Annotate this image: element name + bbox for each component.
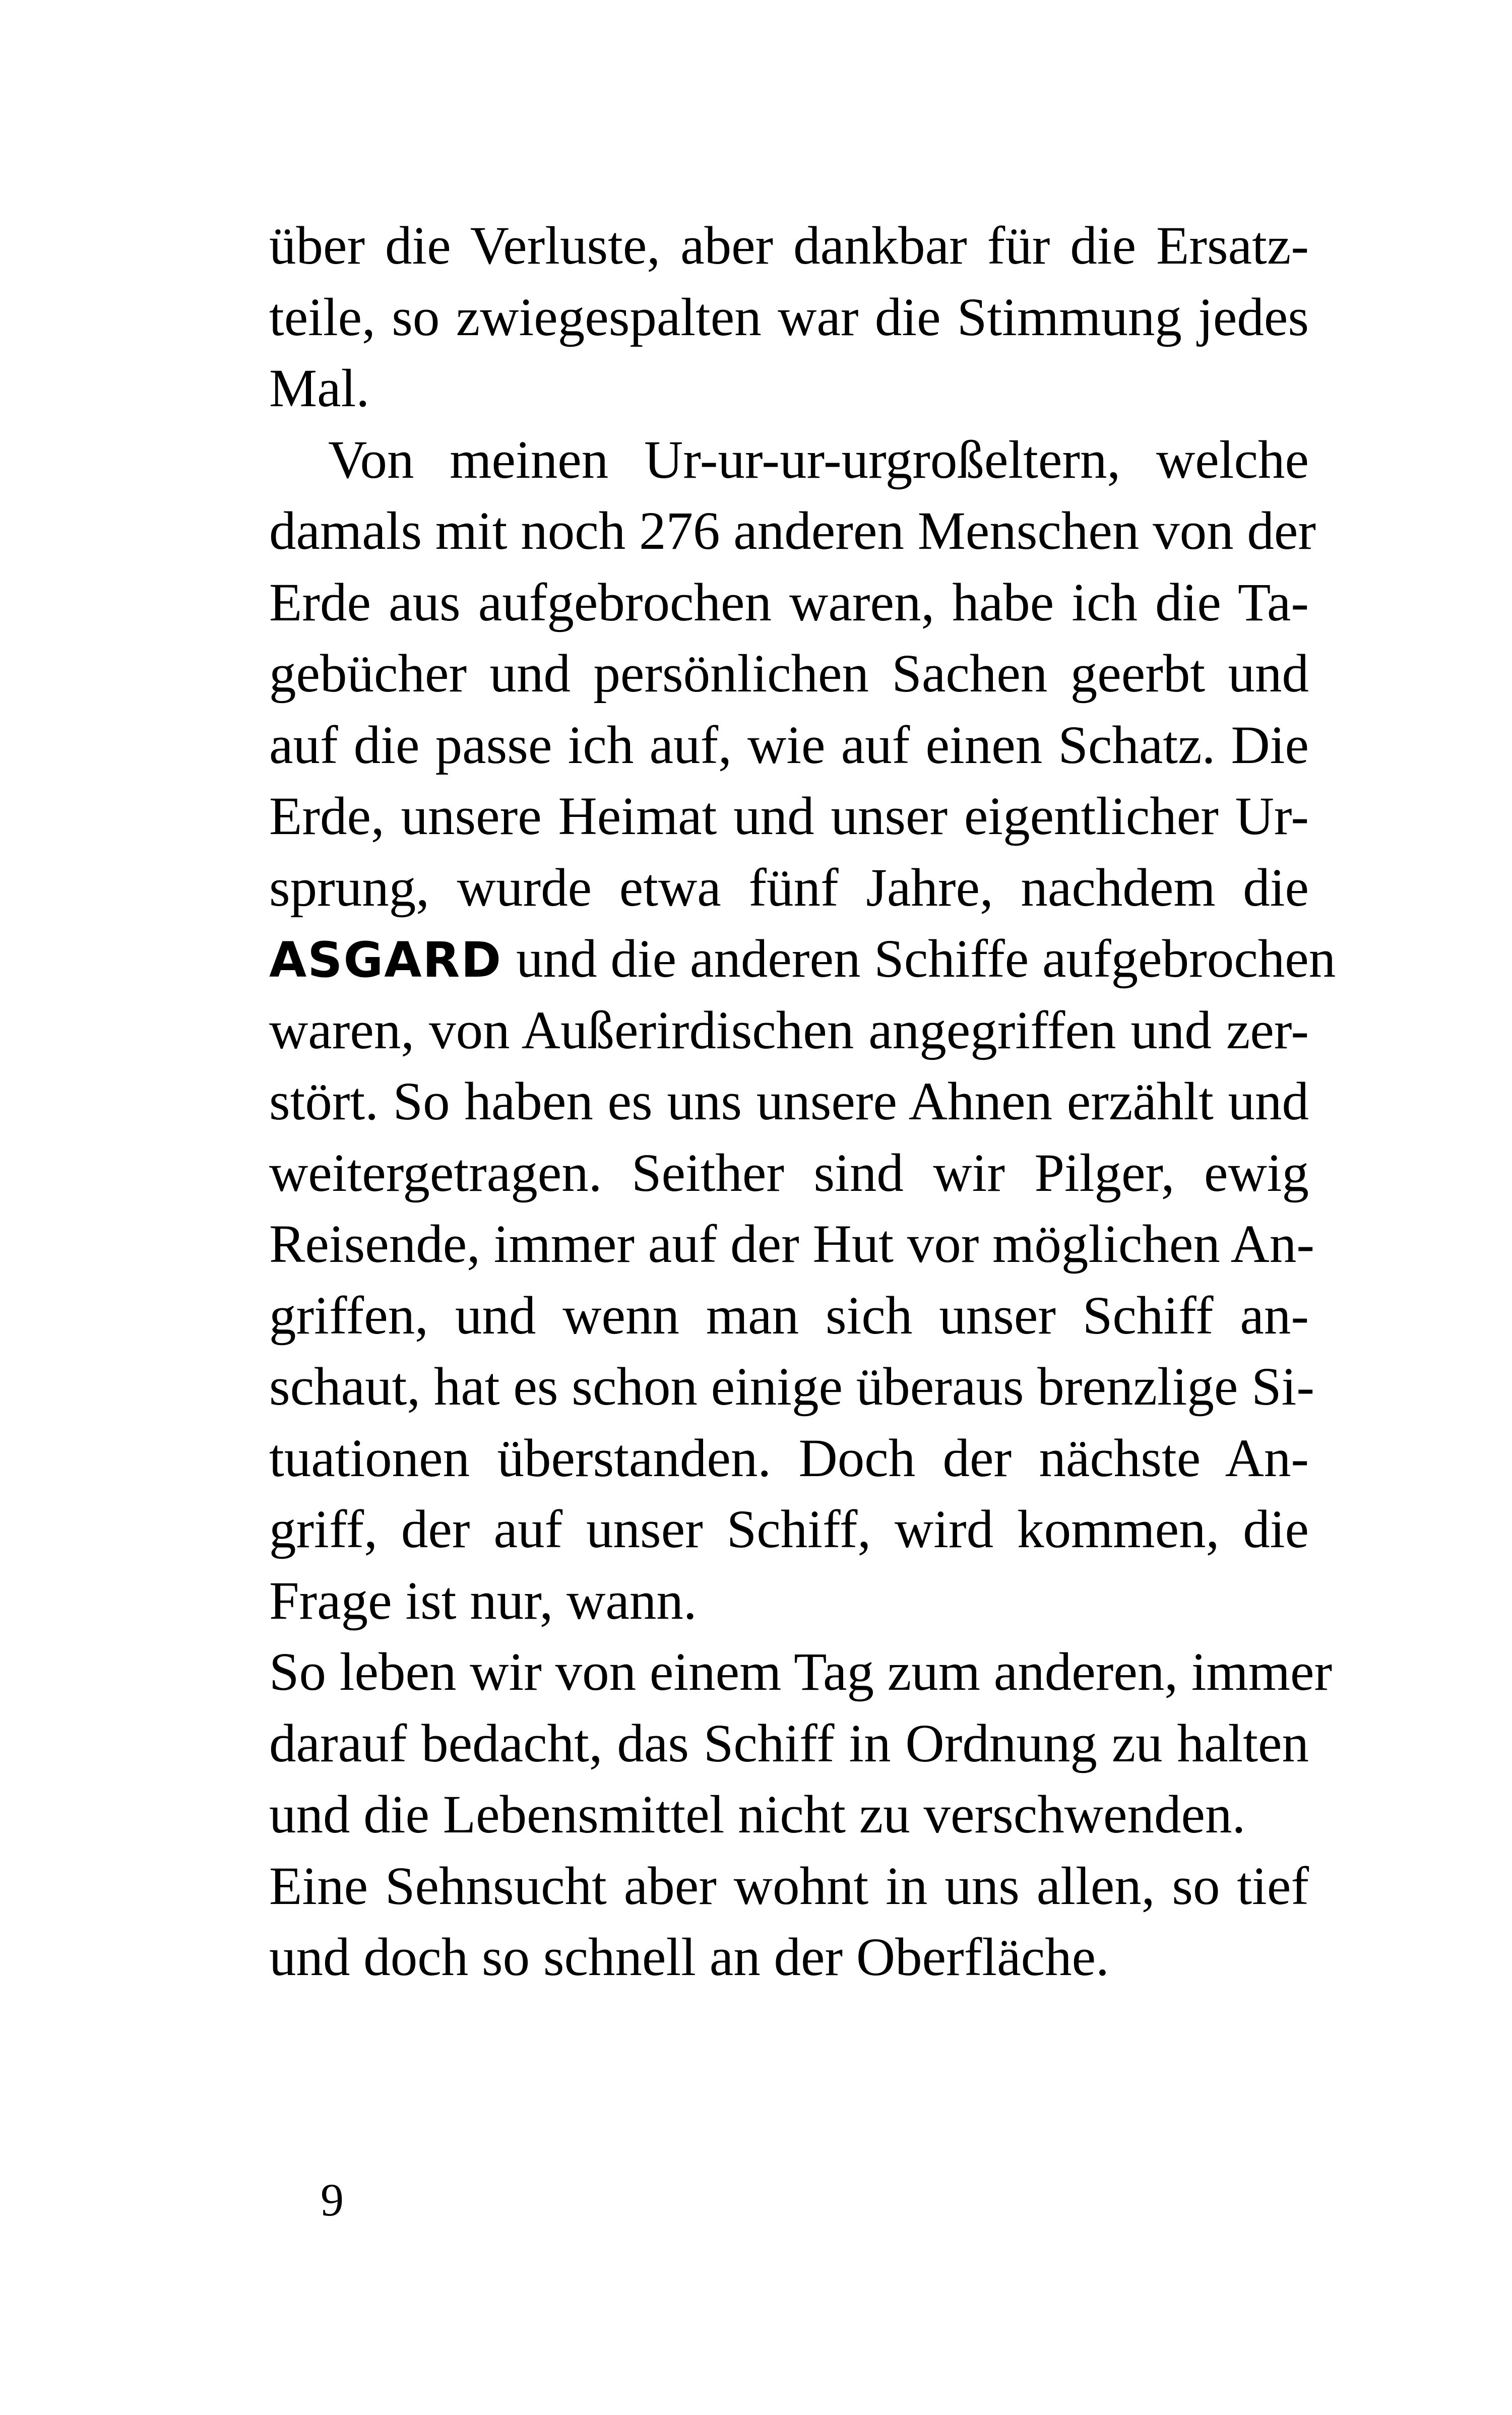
text-line: waren, von Außerirdischen angegriffen und zer- <box>269 1000 1309 1060</box>
ship-name-wordmark: ASGARD <box>269 932 502 988</box>
text-line: gebücher und persönlichen Sachen geerbt und <box>269 644 1309 704</box>
text-line: Mal. <box>269 359 370 418</box>
text-line: Frage ist nur, wann. <box>269 1571 697 1631</box>
text-line: Erde, unsere Heimat und unser eigentlicher Ur- <box>269 787 1309 846</box>
paragraph <box>269 425 1336 1637</box>
text-line: griff, der auf unser Schiff, wird kommen, die <box>269 1500 1309 1559</box>
paragraph <box>269 1851 1309 1994</box>
paragraph <box>269 1637 1333 1851</box>
text-line: teile, so zwiegespalten war die Stimmung jedes <box>269 287 1309 347</box>
text-line: darauf bedacht, das Schiff in Ordnung zu halten <box>269 1713 1309 1773</box>
text-line: schaut, hat es schon einige überaus brenzlige Si- <box>269 1357 1314 1417</box>
text-line: Reisende, immer auf der Hut vor möglichen An- <box>269 1215 1315 1274</box>
body-text <box>269 211 1336 1994</box>
text-line: Von meinen Ur-ur-ur-urgroßeltern, welche <box>328 430 1309 490</box>
text-line: sprung, wurde etwa fünf Jahre, nachdem die <box>269 858 1309 918</box>
page-number: 9 <box>321 2174 344 2226</box>
text-line: Erde aus aufgebrochen waren, habe ich die Ta- <box>269 573 1309 632</box>
text-line: griffen, und wenn man sich unser Schiff an- <box>269 1286 1309 1346</box>
ship-line-rest: und die anderen Schiffe aufgebrochen <box>516 929 1336 989</box>
text-line: und die Lebensmittel nicht zu verschwenden. <box>269 1785 1246 1845</box>
paragraph <box>269 211 1309 425</box>
text-line: weitergetragen. Seither sind wir Pilger, ewig <box>269 1143 1309 1203</box>
text-line: auf die passe ich auf, wie auf einen Schatz. Die <box>269 715 1309 775</box>
text-line: über die Verluste, aber dankbar für die Ersatz- <box>269 216 1309 276</box>
text-line: stört. So haben es uns unsere Ahnen erzählt und <box>269 1072 1309 1131</box>
text-line: und doch so schnell an der Oberfläche. <box>269 1928 1109 1987</box>
text-line: tuationen überstanden. Doch der nächste An- <box>269 1428 1309 1488</box>
text-line: Eine Sehnsucht aber wohnt in uns allen, so tief <box>269 1856 1309 1916</box>
text-line: damals mit noch 276 anderen Menschen von der <box>269 501 1316 561</box>
text-line <box>269 924 1336 995</box>
text-line: So leben wir von einem Tag zum anderen, immer <box>269 1642 1333 1702</box>
